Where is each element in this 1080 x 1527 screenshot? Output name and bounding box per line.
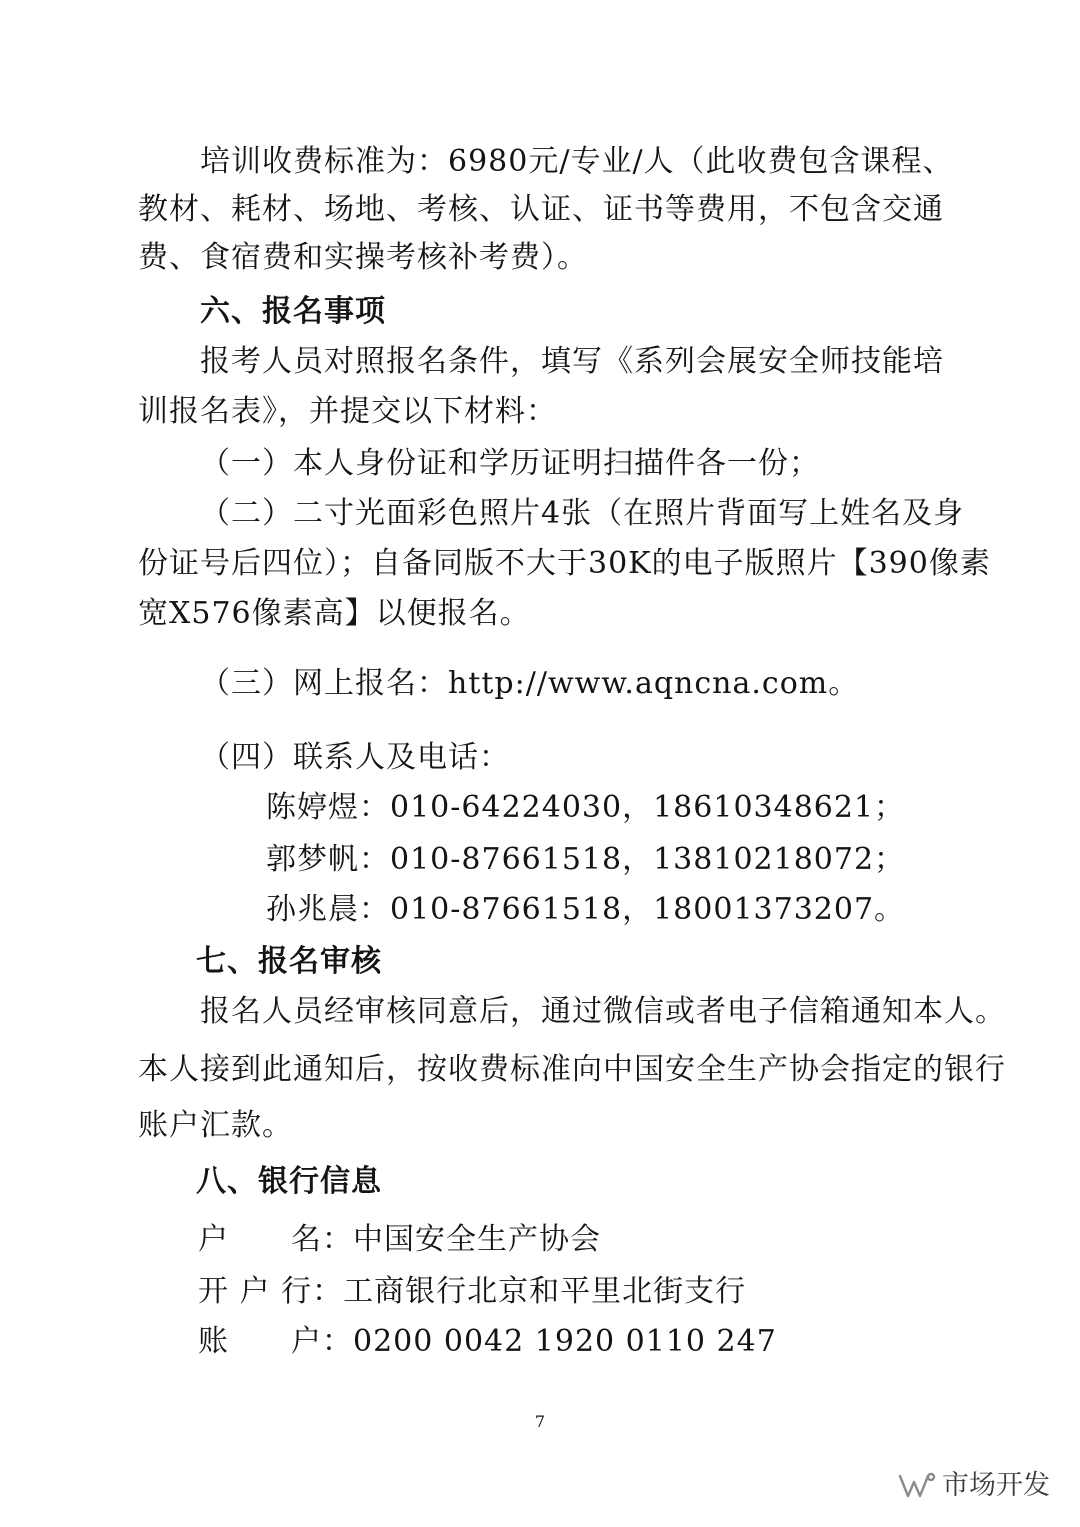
watermark-text: 市场开发 [942, 1470, 1050, 1501]
account-no-value: 0200 0042 1920 0110 247 [353, 1324, 777, 1359]
section-7-line-2: 本人接到此通知后，按收费标准向中国安全生产协会指定的银行 [138, 1052, 1006, 1087]
page-number: 7 [534, 1412, 546, 1431]
bank-label: 开 户 行： [198, 1274, 344, 1309]
section-6-item-4: （四）联系人及电话： [200, 740, 510, 775]
section-7-line-1: 报名人员经审核同意后，通过微信或者电子信箱通知本人。 [200, 994, 1006, 1029]
contact-row: 郭梦帆：010-87661518，13810218072； [266, 842, 906, 877]
bank-row-bank [198, 1272, 746, 1312]
bank-row-account-name [198, 1220, 601, 1260]
section-6-heading: 六、报名事项 [200, 294, 386, 329]
account-name-value: 中国安全生产协会 [353, 1222, 601, 1257]
fee-line-3: 费、食宿费和实操考核补考费）。 [138, 240, 588, 275]
fee-line-1: 培训收费标准为：6980元/专业/人（此收费包含课程、 [200, 144, 954, 179]
watermark [896, 1464, 1066, 1508]
section-6-item-2-line-2: 份证号后四位）；自备同版不大于30K的电子版照片【390像素 [138, 546, 991, 581]
account-no-label: 账 户： [198, 1324, 353, 1359]
section-6-item-3: （三）网上报名：http://www.aqncna.com。 [200, 666, 860, 701]
bank-value: 工商银行北京和平里北街支行 [343, 1274, 747, 1309]
wechat-channel-icon [896, 1468, 938, 1504]
section-6-intro-1: 报考人员对照报名条件，填写《系列会展安全师技能培 [200, 344, 944, 379]
section-6-item-2-line-1: （二）二寸光面彩色照片4张（在照片背面写上姓名及身 [200, 496, 965, 531]
bank-row-account-no [198, 1322, 777, 1362]
contact-row: 陈婷煜：010-64224030，18610348621； [266, 790, 906, 825]
section-8-heading: 八、银行信息 [196, 1164, 382, 1199]
section-6-item-2-line-3: 宽X576像素高】以便报名。 [138, 596, 531, 631]
section-7-line-3: 账户汇款。 [138, 1108, 293, 1143]
account-name-label: 户 名： [198, 1222, 353, 1257]
section-7-heading: 七、报名审核 [196, 944, 382, 979]
fee-line-2: 教材、耗材、场地、考核、认证、证书等费用，不包含交通 [138, 192, 944, 227]
contact-row: 孙兆晨：010-87661518，18001373207。 [266, 892, 906, 927]
section-6-item-1: （一）本人身份证和学历证明扫描件各一份； [200, 446, 820, 481]
section-6-intro-2: 训报名表》，并提交以下材料： [138, 394, 557, 429]
